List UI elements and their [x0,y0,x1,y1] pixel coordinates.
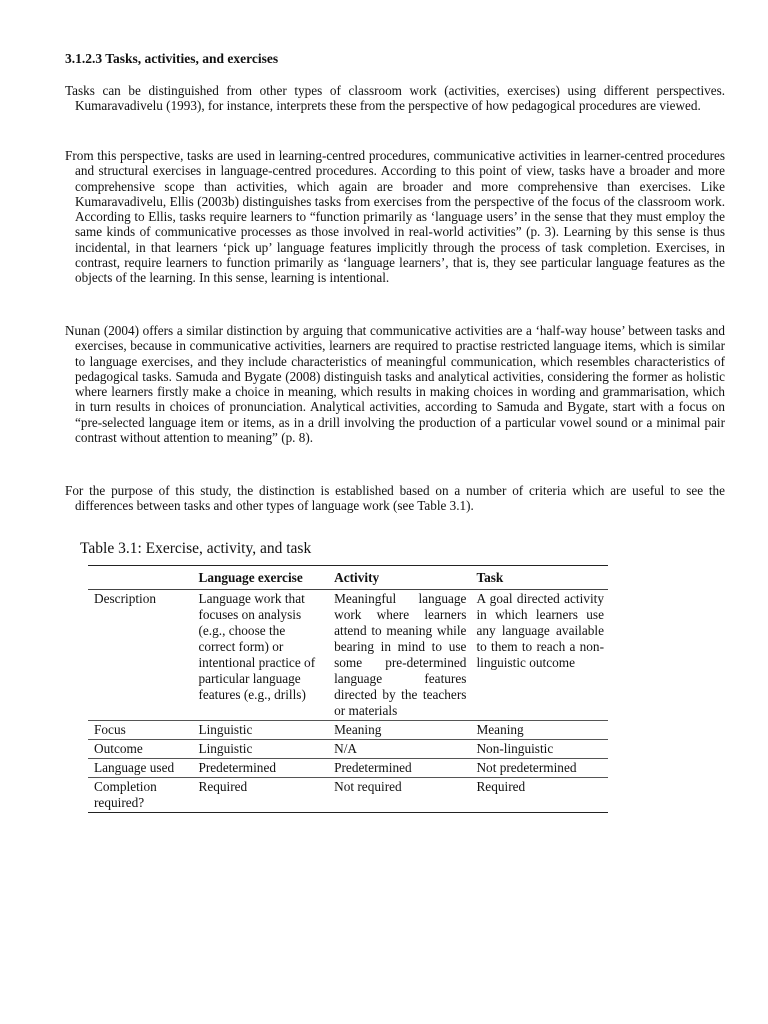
table-cell: Non-linguistic [476,741,554,756]
table-row [88,759,608,778]
table-row [88,721,608,740]
section-heading: 3.1.2.3 Tasks, activities, and exercises [65,51,279,66]
header-cell-blank [88,566,192,590]
table-row [88,590,608,721]
table-cell: Meaningful language work where learners attend to meaning while bearing in mind to use some pre-determined language features directed by the teachers or materials [334,591,467,718]
row-label-description: Description [94,591,157,606]
paragraph-4: For the purpose of this study, the distinction is established based on a number of criteria which are useful to see the differences between tasks and other types of language work (see Table 3.1). [65,483,725,514]
table-cell: Linguistic [198,722,253,737]
row-label-language-used: Language used [94,760,175,775]
table-cell: N/A [334,741,358,756]
table-cell: Predetermined [198,760,276,775]
table-cell: Not required [334,779,402,794]
table-cell: Predetermined [334,760,412,775]
row-label-completion-required: Completion required? [94,779,157,810]
paragraph-1: Tasks can be distinguished from other types of classroom work (activities, exercises) using different perspectives. Kumaravadivelu (1993), for instance, interprets these from the perspective of how pedagogical procedures are viewed. [65,83,725,114]
table-cell: Meaning [334,722,382,737]
table-cell: Linguistic [198,741,253,756]
paragraph-2: From this perspective, tasks are used in learning-centred procedures, communicative activities in learner-centred procedures and structural exercises in language-centred procedures. According to this point of view, tasks have a broader and more comprehensive scope than activities, which again are broader and more comprehensive than exercises. Like Kumaravadivelu, Ellis (2003b) distinguishes tasks from exercises from the perspective of the focus of the classroom work. According to Ellis, tasks require learners to “function primarily as ‘language users’ in the sense that they must employ the same kinds of communicative processes as those involved in real-world activities” (p. 3). Learning by this sense is thus incidental, in that learners ‘pick up’ language features implicitly through the process of task completion. Exercises, in contrast, require learners to function primarily as ‘language learners’, that is, they see particular language features as the objects of the learning. In this sense, learning is intentional. [65,148,725,286]
paragraph-3: Nunan (2004) offers a similar distinction by arguing that communicative activities are a ‘half-way house’ between tasks and exercises, because in communicative activities, learners are required to practise restricted language items, which is similar to language exercises, and they include characteristics of meaningful communication, which resembles characteristics of pedagogical tasks. Samuda and Bygate (2008) distinguish tasks and analytical activities, considering the former as holistic where learners firstly make a choice in meaning, which results in making choices in wording and grammarisation, which in turn results in choices of pronunciation. Analytical activities, according to Samuda and Bygate, start with a focus on “pre-selected language item or items, as in a drill involving the production of a particular vowel sound or a minimal pair contrast without attention to meaning” (p. 8). [65,323,725,446]
row-label-focus: Focus [94,722,126,737]
table-cell: Required [198,779,248,794]
table-cell: Not predetermined [476,760,577,775]
table-cell: A goal directed activity in which learners use any language available to them to reach a non-linguistic outcome [476,591,604,670]
header-cell-language-exercise: Language exercise [198,569,303,585]
row-label-outcome: Outcome [94,741,143,756]
table-header-row [88,566,608,590]
table-row [88,778,608,813]
header-cell-activity: Activity [334,569,380,585]
table-cell: Required [476,779,526,794]
table-row [88,740,608,759]
table-caption: Table 3.1: Exercise, activity, and task [80,540,312,557]
table-cell: Meaning [476,722,524,737]
header-cell-task: Task [476,569,504,585]
table-cell: Language work that focuses on analysis (e.g., choose the correct form) or intentional practice of particular language features (e.g., drills) [198,591,316,702]
comparison-table [88,565,608,813]
